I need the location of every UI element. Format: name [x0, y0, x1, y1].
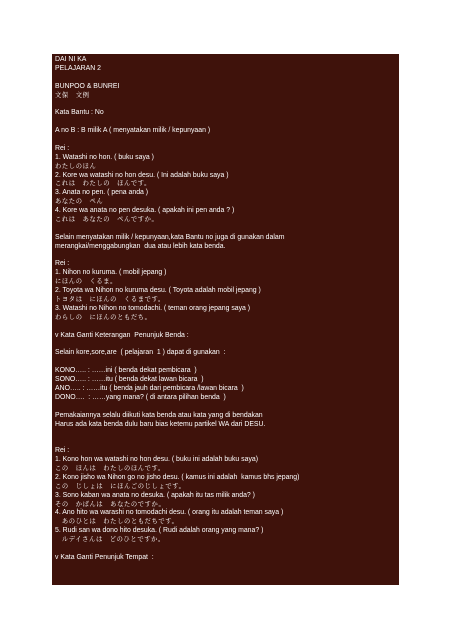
example-kana: わたしのほん — [55, 162, 97, 170]
demonstrative-item: KONO….. : ……ini ( benda dekat pembicara ) — [55, 367, 197, 375]
example-kana: わらしの にほんのともだち。 — [55, 313, 152, 321]
example-romaji: 2. Kore wa watashi no hon desu. ( Ini adalah buku saya ) — [55, 171, 229, 179]
explanation-text: Selain menyatakan milik / kepunyaan,kata Bantu no juga di gunakan dalam — [55, 233, 285, 241]
demonstrative-item: ANO….. : ……itu ( benda jauh dari pembicara /lawan bicara ) — [55, 384, 244, 392]
demonstrative-item: DONO…. : ……yang mana? ( di antara pilihan benda ) — [55, 393, 226, 401]
chapter-title: DAI NI KA — [55, 56, 87, 63]
example-romaji: 2. Toyota wa Nihon no kuruma desu. ( Toyota adalah mobil jepang ) — [55, 287, 261, 295]
example-kana: にほんの くるま。 — [55, 278, 118, 286]
example-kana: これは あなたの ペんですか。 — [55, 216, 159, 224]
grammar-title-jp: 文保 文例 — [55, 91, 90, 99]
example-romaji: 1. Watashi no hon. ( buku saya ) — [55, 153, 154, 161]
example-romaji: 4. Kore wa anata no pen desuka. ( apakah ini pen anda ? ) — [55, 207, 235, 215]
example-kana: ルデイさんは どのひとですか。 — [55, 536, 165, 544]
example-kana: この じしょは にほんごのじしょです。 — [55, 482, 186, 490]
example-kana: その かばんは あなたのですか。 — [55, 500, 166, 508]
examples-label: Rei : — [55, 260, 70, 268]
example-romaji: 1. Nihon no kuruma. ( mobil jepang ) — [55, 269, 167, 277]
grammar-rule: A no B : B milik A ( menyatakan milik / kepunyaan ) — [55, 127, 211, 135]
example-romaji: 4. Ano hito wa warashi no tomodachi desu. ( orang itu adalah teman saya ) — [55, 509, 284, 517]
example-kana: あなたの ペん — [55, 198, 104, 206]
examples-label: Rei : — [55, 447, 70, 455]
example-kana: あのひとは わたしのともだちです。 — [55, 518, 179, 526]
example-romaji: 3. Anata no pen. ( pena anda ) — [55, 189, 149, 197]
document-page — [52, 54, 399, 585]
example-romaji: 3. Watashi no Nihon no tomodachi. ( teman orang jepang saya ) — [55, 304, 251, 312]
usage-note: Harus ada kata benda dulu baru bias ketemu partikel WA dari DESU. — [55, 420, 266, 428]
particle-heading: Kata Bantu : No — [55, 109, 104, 117]
grammar-title: BUNPOO & BUNREI — [55, 82, 120, 90]
example-romaji: 2. Kono jisho wa Nihon go no jisho desu. ( kamus ini adalah kamus bhs jepang) — [55, 473, 300, 481]
lesson-title: PELAJARAN 2 — [55, 64, 101, 72]
section-intro: Selain kore,sore,are ( pelajaran 1 ) dapat di gunakan : — [55, 349, 226, 357]
section-heading: v Kata Ganti Penunjuk Tempat : — [55, 553, 154, 561]
document-content — [52, 54, 399, 563]
usage-note: Pemakaiannya selalu diikuti kata benda atau kata yang di bendakan — [55, 411, 263, 419]
example-romaji: 1. Kono hon wa watashi no hon desu. ( buku ini adalah buku saya) — [55, 456, 259, 464]
demonstrative-item: SONO….. : ……itu ( benda dekat lawan bicara ) — [55, 376, 204, 384]
example-kana: これは わたしの ほんです。 — [55, 180, 152, 188]
example-romaji: 3. Sono kaban wa anata no desuka. ( apakah itu tas milik anda? ) — [55, 491, 255, 499]
section-heading: v Kata Ganti Keterangan Penunjuk Benda : — [55, 331, 189, 339]
example-kana: トヨタは にほんの くるまです。 — [55, 296, 165, 304]
example-kana: この ほんは わたしのほんです。 — [55, 464, 165, 472]
explanation-text: merangkai/menggabungkan dua atau lebih kata benda. — [55, 242, 226, 250]
examples-label: Rei : — [55, 144, 70, 152]
example-romaji: 5. Rudi san wa dono hito desuka. ( Rudi adalah orang yang mana? ) — [55, 527, 264, 535]
